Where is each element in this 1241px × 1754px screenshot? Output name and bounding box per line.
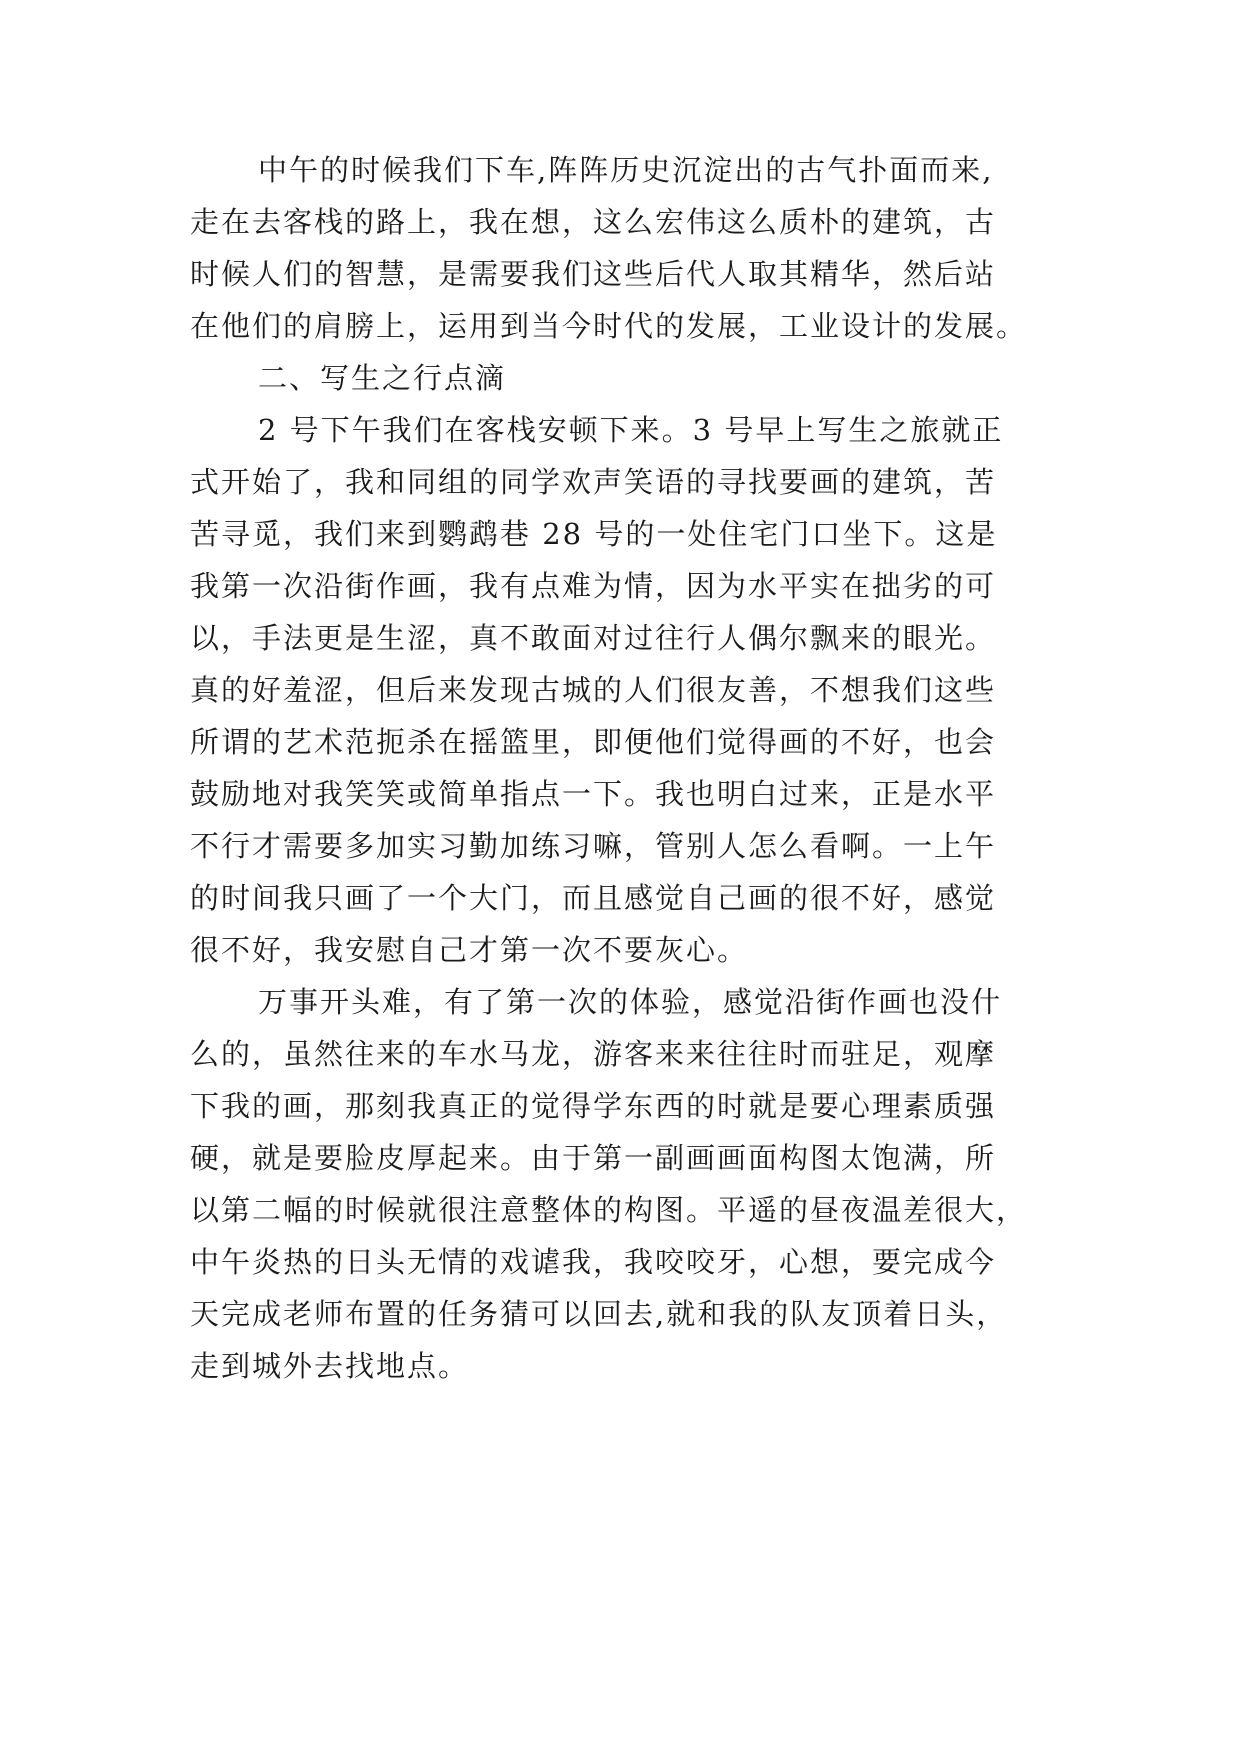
paragraph-line: 下我的画，那刻我真正的觉得学东西的时就是要心理素质强 [190, 1089, 997, 1123]
paragraph-line: 中午的时候我们下车,阵阵历史沉淀出的古气扑面而来, [258, 153, 994, 187]
paragraph-line: 很不好，我安慰自己才第一次不要灰心。 [190, 933, 749, 967]
paragraph-line: 不行才需要多加实习勤加练习嘛，管别人怎么看啊。一上午 [190, 829, 997, 863]
paragraph-line: 的时间我只画了一个大门，而且感觉自己画的很不好，感觉 [190, 881, 997, 915]
paragraph-line: 中午炎热的日头无情的戏谑我，我咬咬牙，心想，要完成今 [190, 1245, 997, 1279]
paragraph-line: 苦寻觅，我们来到鹦鹉巷 28 号的一处住宅门口坐下。这是 [190, 517, 998, 551]
paragraph-line: 在他们的肩膀上，运用到当今时代的发展，工业设计的发展。 [190, 309, 1028, 343]
paragraph-line: 以第二幅的时候就很注意整体的构图。平遥的昼夜温差很大， [190, 1193, 1028, 1227]
paragraph-line: 时候人们的智慧，是需要我们这些后代人取其精华，然后站 [190, 257, 997, 291]
paragraph-line: 走到城外去找地点。 [190, 1349, 470, 1383]
paragraph-line: 以，手法更是生涩，真不敢面对过往行人偶尔飘来的眼光。 [190, 621, 997, 655]
section-heading: 二、写生之行点滴 [258, 361, 507, 395]
paragraph-line: 走在去客栈的路上，我在想，这么宏伟这么质朴的建筑，古 [190, 205, 997, 239]
paragraph-line: 硬，就是要脸皮厚起来。由于第一副画画面构图太饱满，所 [190, 1141, 997, 1175]
paragraph-line: 2 号下午我们在客栈安顿下来。3 号早上写生之旅就正 [258, 413, 1004, 447]
paragraph-line: 所谓的艺术范扼杀在摇篮里，即便他们觉得画的不好，也会 [190, 725, 997, 759]
paragraph-line: 万事开头难，有了第一次的体验，感觉沿街作画也没什 [258, 985, 1003, 1019]
paragraph-line: 式开始了，我和同组的同学欢声笑语的寻找要画的建筑，苦 [190, 465, 997, 499]
paragraph-line: 天完成老师布置的任务猜可以回去,就和我的队友顶着日头， [190, 1297, 1008, 1331]
paragraph-line: 鼓励地对我笑笑或简单指点一下。我也明白过来，正是水平 [190, 777, 997, 811]
paragraph-line: 么的，虽然往来的车水马龙，游客来来往往时而驻足，观摩 [190, 1037, 997, 1071]
paragraph-line: 我第一次沿街作画，我有点难为情，因为水平实在拙劣的可 [190, 569, 997, 603]
paragraph-line: 真的好羞涩，但后来发现古城的人们很友善，不想我们这些 [190, 673, 997, 707]
